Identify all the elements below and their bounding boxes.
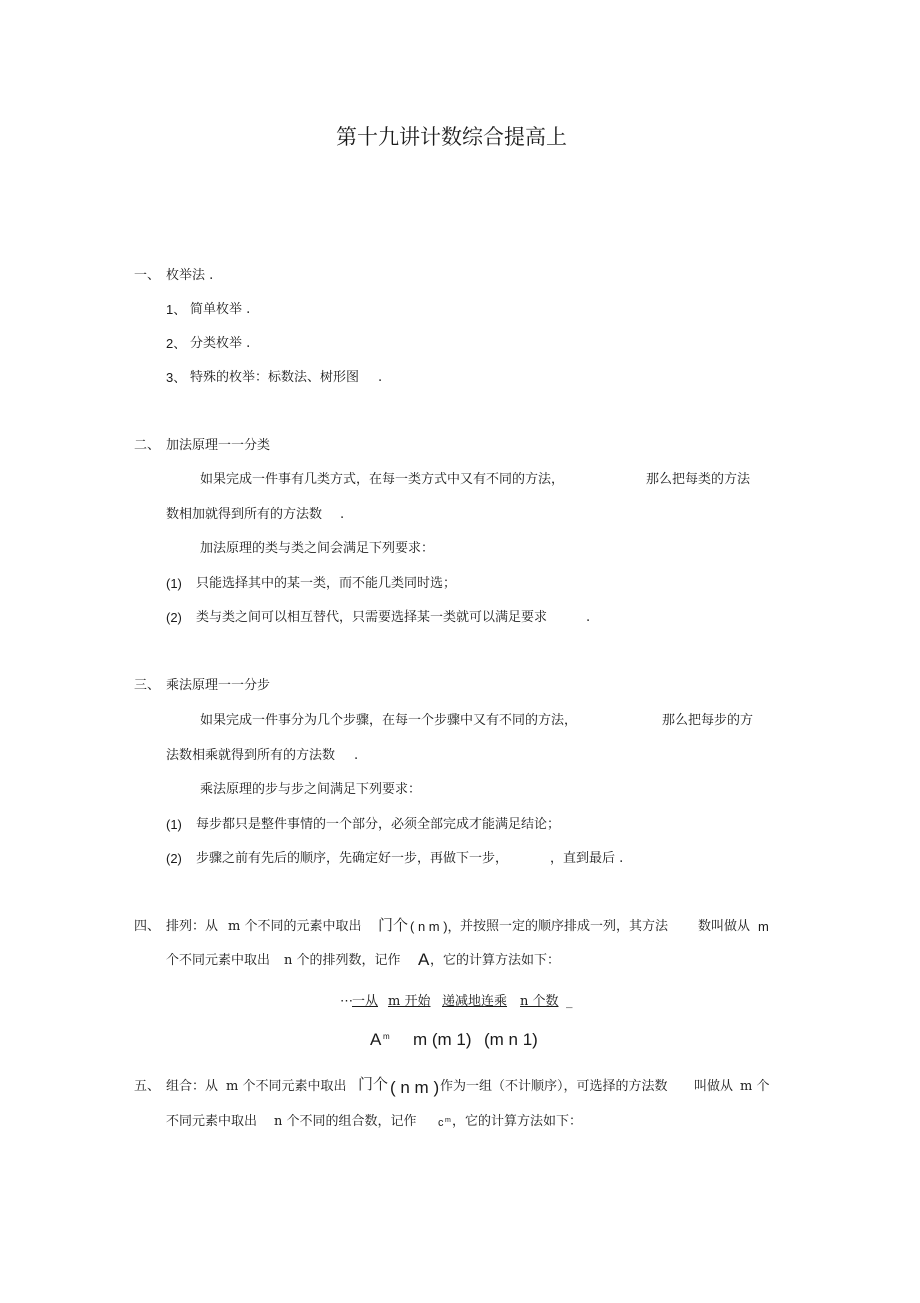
- paragraph-text: 乘法原理的步与步之间满足下列要求：: [200, 782, 422, 797]
- paragraph-text: 叫做从: [694, 1079, 734, 1094]
- paragraph-text: 门个: [358, 1075, 389, 1093]
- section-heading: 枚举法 .: [166, 268, 214, 283]
- rule-number: (1): [166, 817, 182, 832]
- item-text: 简单枚举 .: [190, 302, 251, 317]
- paragraph-text: 门个: [378, 916, 409, 934]
- page-title: 第十九讲计数综合提高上: [336, 125, 567, 149]
- formula-superscript: m: [383, 1032, 390, 1041]
- formula-part: m 开始: [388, 994, 431, 1009]
- paragraph-text: 不同元素中取出: [166, 1114, 258, 1129]
- formula-part: m (m 1): [413, 1030, 472, 1049]
- formula-part: _: [566, 994, 573, 1009]
- paragraph-text: .: [354, 748, 359, 763]
- math-superscript: m: [445, 1117, 451, 1124]
- rule-number: (2): [166, 610, 182, 625]
- item-number: 3、: [166, 370, 187, 385]
- section-number: 三、: [134, 678, 161, 693]
- paragraph-text: 数叫做从: [698, 919, 751, 934]
- rule-text: 类与类之间可以相互替代，只需要选择某一类就可以满足要求: [196, 610, 548, 625]
- rule-text: ，直到最后 .: [550, 851, 624, 866]
- paragraph-text: m 个不同的元素中取出: [228, 919, 362, 934]
- paragraph-text: 那么把每类的方法: [646, 472, 751, 487]
- math-text: ( n m ): [390, 1078, 440, 1097]
- rule-text: 只能选择其中的某一类，而不能几类同时选；: [196, 576, 457, 591]
- math-symbol: A: [418, 950, 430, 969]
- paragraph-text: n 个不同的组合数，记作: [274, 1114, 417, 1129]
- formula-part: (m n 1): [484, 1030, 538, 1049]
- math-text: m: [758, 919, 769, 934]
- math-symbol: c: [438, 1117, 444, 1129]
- item-text: 特殊的枚举：标数法、树形图: [190, 370, 360, 385]
- item-number: 1、: [166, 302, 187, 317]
- section-heading: 乘法原理一一分步: [166, 678, 271, 693]
- paragraph-text: 排列：从: [166, 919, 219, 934]
- section-number: 四、: [134, 919, 161, 934]
- rule-text: 步骤之前有先后的顺序，先确定好一步，再做下一步，: [196, 851, 509, 866]
- paragraph-text: 如果完成一件事分为几个步骤，在每一个步骤中又有不同的方法，: [200, 713, 578, 728]
- paragraph-text: m 个不同元素中取出: [226, 1079, 347, 1094]
- section-number: 二、: [134, 438, 161, 453]
- section-heading: 加法原理一一分类: [166, 438, 271, 453]
- paragraph-text: 那么把每步的方: [662, 713, 754, 728]
- rule-text: 每步都只是整件事情的一个部分，必须全部完成才能满足结论；: [196, 817, 561, 832]
- section-number: 五、: [134, 1079, 161, 1094]
- formula-part: 递减地连乘: [442, 994, 508, 1009]
- item-text: 分类枚举 .: [190, 336, 251, 351]
- paragraph-text: 组合：从: [166, 1079, 219, 1094]
- item-tail: .: [378, 370, 383, 385]
- paragraph-text: 数相加就得到所有的方法数: [166, 507, 323, 522]
- formula-part: n 个数: [520, 994, 559, 1009]
- formula-part: ⋯: [340, 994, 353, 1009]
- paragraph-text: 并按照一定的顺序排成一列，其方法: [460, 919, 669, 934]
- paragraph-text: 作为一组（不计顺序），可选择的方法数: [440, 1079, 668, 1094]
- paragraph-text: 法数相乘就得到所有的方法数: [166, 748, 336, 763]
- rule-number: (2): [166, 851, 182, 866]
- math-text: ( n m )，: [410, 919, 461, 934]
- rule-number: (1): [166, 576, 182, 591]
- paragraph-text: 如果完成一件事有几类方式，在每一类方式中又有不同的方法，: [200, 472, 565, 487]
- formula-part: 一从: [352, 994, 379, 1009]
- rule-text: .: [586, 610, 591, 625]
- paragraph-text: m 个: [740, 1079, 770, 1094]
- section-number: 一、: [134, 268, 161, 283]
- paragraph-text: 个不同元素中取出: [166, 953, 271, 968]
- paragraph-text: n 个的排列数，记作: [284, 953, 401, 968]
- item-number: 2、: [166, 336, 187, 351]
- paragraph-text: ，它的计算方法如下：: [430, 953, 561, 968]
- formula-symbol: A: [370, 1030, 382, 1049]
- paragraph-text: ，它的计算方法如下：: [452, 1114, 583, 1129]
- paragraph-text: 加法原理的类与类之间会满足下列要求：: [200, 541, 435, 556]
- paragraph-text: .: [340, 507, 345, 522]
